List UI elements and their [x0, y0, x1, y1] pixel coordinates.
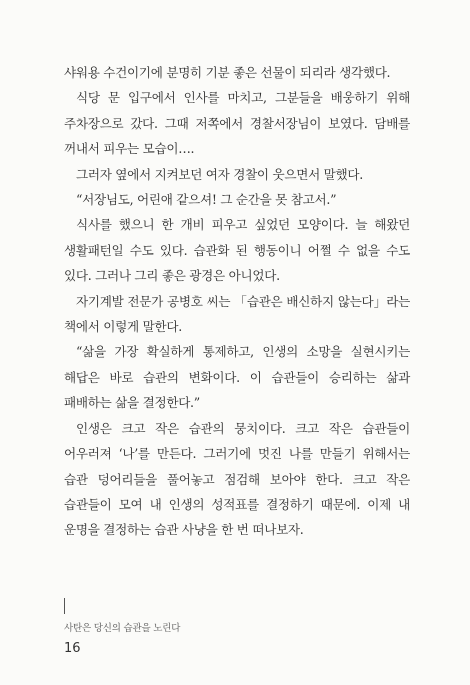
paragraph-4-quote: “서장님도, 어린애 같으셔! 그 순간을 못 참고서.” [76, 192, 337, 208]
page-footer [64, 598, 410, 656]
paragraph-1: 샤워용 수건이기에 분명히 기분 좋은 선물이 되리라 생각했다. [64, 65, 391, 80]
page-number: 16 [64, 641, 81, 656]
paragraph-7-quote: “삶을 가장 확실하게 통제하고, 인생의 소망을 실현시키는 해답은 바로 습관의 변화이다. 이 습관들이 승리하는 삶과 패배하는 삶을 결정한다.” [64, 344, 410, 411]
footer-divider [64, 598, 65, 614]
page-body [64, 60, 410, 543]
running-title: 사탄은 당신의 습관을 노린다 [64, 623, 181, 634]
paragraph-5: 식사를 했으니 한 개비 피우고 싶었던 모양이다. 늘 해왔던 생활패턴일 수도 있다. 습관화 된 행동이니 어쩔 수 없을 수도 있다. 그러나 그리 좋은 광경은 아니었다. [64, 217, 410, 284]
paragraph-6: 자기계발 전문가 공병호 씨는 「습관은 배신하지 않는다」라는 책에서 이렇게 말한다. [64, 293, 410, 335]
paragraph-8: 인생은 크고 작은 습관의 뭉치이다. 크고 작은 습관들이 어우러져 ‘나’를 만든다. 그러기에 멋진 나를 만들기 위해서는 습관 덩어리들을 풀어놓고 점검해 보아야 한다. 크고 작은 습관들이 모여 내 인생의 성적표를 결정하기 때문에. 이제 내 운명을 결정하는 습관 사냥을 한 번 떠나보자. [64, 420, 410, 538]
paragraph-3: 그러자 옆에서 지켜보던 여자 경찰이 웃으면서 말했다. [76, 166, 363, 182]
paragraph-2: 식당 문 입구에서 인사를 마치고, 그분들을 배웅하기 위해 주차장으로 갔다. 그때 저쪽에서 경찰서장님이 보였다. 담배를 꺼내서 피우는 모습이…. [64, 90, 410, 157]
